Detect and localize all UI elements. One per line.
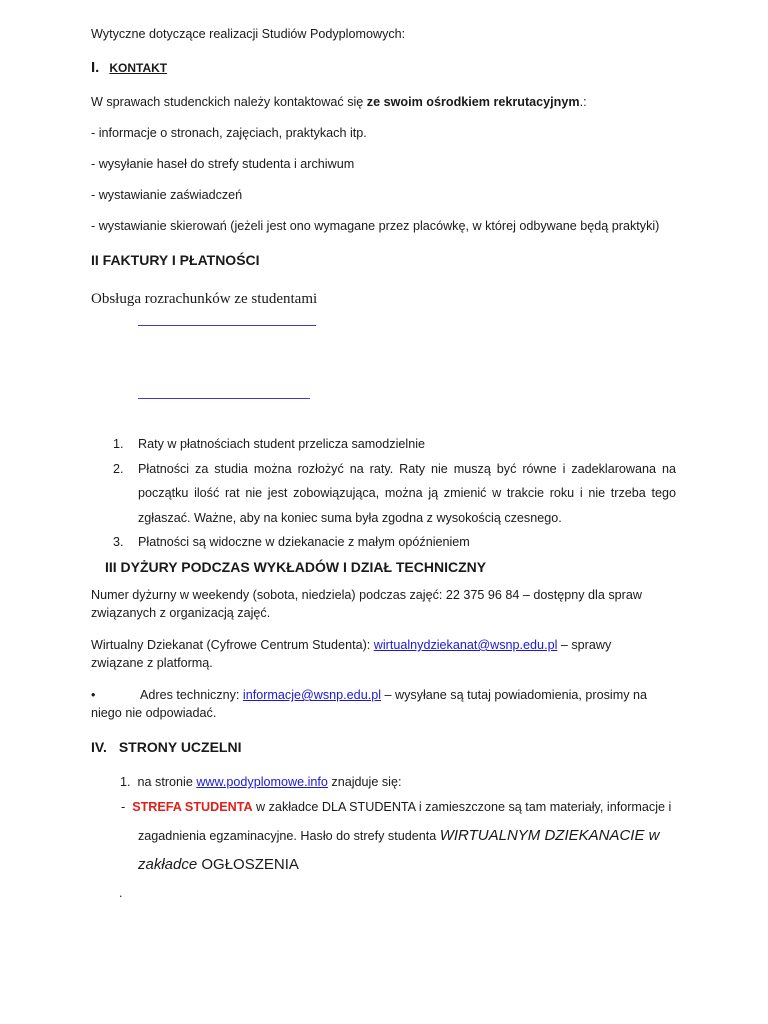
student-zone-text-2: zagadnienia egzaminacyjne. Hasło do strefy studenta — [138, 829, 440, 843]
list-number: 2. — [113, 461, 124, 476]
virtual-dean-italic: WIRTUALNYM DZIEKANACIE w — [439, 827, 660, 844]
contact-bullet-1: - informacje o stronach, zajęciach, praktykach itp. — [91, 126, 367, 140]
student-zone-line-3 — [138, 854, 299, 876]
list-text: Płatności za studia można rozłożyć na raty. Raty nie muszą być równe i zadeklarowana na początku ilość rat nie jest zobowiązująca, można ją zmienić w trakcie roku i nie trzeba tego zgłaszać. Ważne, aby na koniec suma była zgodna z wysokością czesnego. — [138, 461, 676, 525]
duty-line-2: związanych z organizacją zajęć. — [91, 606, 271, 620]
contact-bullet-4: - wystawianie skierowań (jeżeli jest ono wymagane przez placówkę, w której odbywane będą praktyki) — [91, 219, 660, 233]
student-zone-label: STREFA STUDENTA — [132, 800, 253, 814]
virtual-dean-line-1 — [91, 636, 676, 654]
list-item — [91, 530, 676, 555]
section-2-subtitle: Obsługa rozrachunków ze studentami — [91, 291, 318, 307]
contact-text: W sprawach studenckich należy kontaktować się — [91, 95, 367, 109]
student-zone-line-1 — [121, 798, 671, 816]
tech-paragraph — [91, 686, 676, 722]
underline-placeholder-2 — [138, 398, 310, 399]
list-text: Raty w płatnościach student przelicza samodzielnie — [138, 437, 425, 451]
contact-bullet-2: - wysyłanie haseł do strefy studenta i archiwum — [91, 157, 355, 171]
contact-bullet-3: - wystawianie zaświadczeń — [91, 188, 243, 202]
tech-line-1 — [91, 686, 676, 704]
payments-list — [91, 432, 676, 555]
underline-placeholder-1 — [138, 325, 316, 326]
tech-email-link[interactable]: informacje@wsnp.edu.pl — [242, 688, 381, 702]
tab-italic: zakładce — [138, 856, 198, 873]
section-1-heading — [91, 57, 167, 79]
section-4-heading — [91, 737, 241, 757]
list-number: 3. — [113, 535, 124, 549]
announcements-text: OGŁOSZENIA — [197, 856, 299, 873]
student-zone-line-2 — [138, 825, 659, 847]
list-text: Płatności są widoczne w dziekanacie z małym opóźnieniem — [138, 535, 470, 549]
list-item — [91, 432, 676, 457]
duty-line-1: Numer dyżurny w weekendy (sobota, niedziela) podczas zajęć: 22 375 96 84 – dostępny dla spraw — [91, 588, 642, 602]
virtual-dean-text: Wirtualny Dziekanat (Cyfrowe Centrum Studenta): — [91, 638, 374, 652]
section-2-heading: II FAKTURY I PŁATNOŚCI — [91, 252, 260, 268]
tech-suffix: – wysyłane są tutaj powiadomienia, prosimy na — [381, 688, 647, 702]
virtual-dean-paragraph — [91, 636, 676, 672]
website-link[interactable]: www.podyplomowe.info — [196, 775, 328, 789]
virtual-dean-suffix: – sprawy — [557, 638, 612, 652]
list-item — [91, 457, 676, 531]
section-3-heading: III DYŻURY PODCZAS WYKŁADÓW I DZIAŁ TECHNICZNY — [105, 559, 487, 575]
section-4-title: STRONY UCZELNI — [118, 739, 242, 755]
tech-text: Adres techniczny: — [140, 688, 243, 702]
student-zone-text: w zakładce DLA STUDENTA i zamieszczone są tam materiały, informacje i — [252, 800, 672, 814]
intro-line: Wytyczne dotyczące realizacji Studiów Podyplomowych: — [91, 27, 406, 41]
tech-line-2: niego nie odpowiadać. — [91, 706, 217, 720]
website-item-number: 1. — [120, 775, 131, 789]
virtual-dean-line-2: związane z platformą. — [91, 656, 213, 670]
bullet-icon: • — [91, 688, 96, 702]
list-number: 1. — [113, 437, 124, 451]
contact-paragraph — [91, 93, 587, 111]
website-item-text: na stronie — [137, 775, 197, 789]
section-1-numeral: I. — [91, 59, 100, 76]
contact-bold: ze swoim ośrodkiem rekrutacyjnym — [366, 95, 580, 109]
virtual-dean-email-link[interactable]: wirtualnydziekanat@wsnp.edu.pl — [373, 638, 558, 652]
section-1-title: KONTAKT — [109, 61, 168, 75]
section-4-numeral: IV. — [91, 739, 107, 755]
trailing-dot: . — [119, 886, 123, 900]
website-item-suffix: znajduje się: — [327, 775, 402, 789]
duty-paragraph — [91, 586, 676, 622]
contact-suffix: .: — [579, 95, 587, 109]
dash-mark: - — [121, 800, 126, 814]
website-item — [120, 773, 401, 791]
